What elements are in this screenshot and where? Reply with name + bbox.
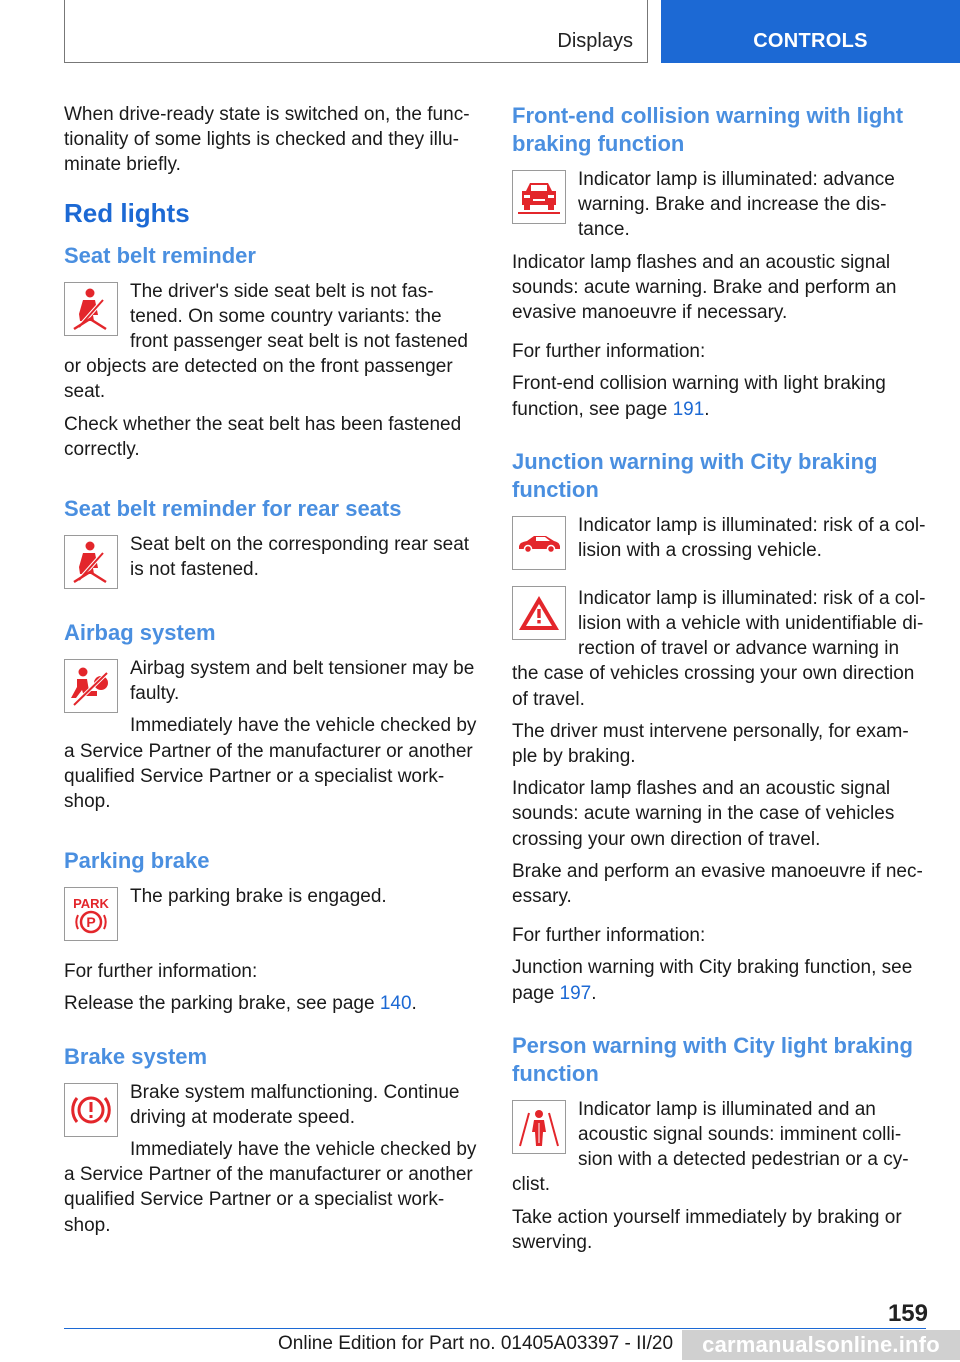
seatbelt-check-text: Check whether the seat belt has been fastened correctly. bbox=[64, 413, 462, 460]
parking-brake-icon bbox=[64, 887, 118, 941]
seatbelt-rear-warning-icon bbox=[64, 535, 118, 589]
svg-text:P: P bbox=[86, 914, 96, 931]
person-warning-icon bbox=[512, 1100, 566, 1154]
seatbelt-heading: Seat belt reminder bbox=[64, 242, 256, 268]
airbag-text: Airbag system and belt tensioner may be faulty. bbox=[130, 658, 475, 705]
parking-reference: Release the parking brake, see page 140. bbox=[64, 993, 417, 1015]
page-link-191[interactable]: 191 bbox=[672, 398, 705, 420]
airbag-warning-icon bbox=[64, 659, 118, 713]
page-number: 159 bbox=[887, 1300, 928, 1327]
header-chapter-tab[interactable] bbox=[661, 0, 960, 63]
header-chapter-label: CONTROLS bbox=[753, 30, 868, 52]
parking-further-info: For further information: bbox=[64, 961, 258, 983]
frontend-collision-acute-text: Indicator lamp flashes and an acoustic signal sounds: acute warning. Brake and perform an evasive manoeuvre if necessary. bbox=[512, 251, 897, 324]
frontend-collision-icon bbox=[512, 170, 566, 224]
parking-brake-icon-text: PARK bbox=[73, 896, 109, 912]
junction-warning-triangle-icon bbox=[512, 586, 566, 640]
seatbelt-rear-text: Seat belt on the corresponding rear seat is not fastened. bbox=[130, 534, 470, 581]
junction-driver-text: The driver must intervene personally, for example by braking. bbox=[512, 720, 909, 768]
page-link-197[interactable]: 197 bbox=[559, 982, 592, 1004]
junction-warning-heading: Junction warning with City braking function bbox=[512, 448, 878, 502]
parking-brake-text: The parking brake is engaged. bbox=[130, 886, 387, 908]
junction-advance-warning-text: Indicator lamp is illuminated: risk of a collision with a vehicle with unidentifiable direction of travel or advance warning in the case of vehicles crossing your own direction of travel. bbox=[512, 587, 926, 710]
watermark: carmanualsonline.info bbox=[682, 1330, 960, 1360]
junction-acute-text: Indicator lamp flashes and an acoustic signal sounds: acute warning in the case of vehicles crossing your own direction of travel. bbox=[512, 778, 895, 850]
frontend-collision-heading: Front-end collision warning with light braking function bbox=[512, 103, 904, 156]
red-lights-heading: Red lights bbox=[64, 197, 190, 228]
header-section-label: Displays bbox=[557, 30, 633, 52]
brake-system-text: Brake system malfunctioning. Continue driving at moderate speed. bbox=[130, 1081, 460, 1128]
page-link-140[interactable]: 140 bbox=[379, 993, 412, 1015]
frontend-further-info: For further information: bbox=[512, 341, 706, 363]
right-column bbox=[512, 102, 926, 1262]
person-warning-text: Indicator lamp is illuminated and an acoustic signal sounds: imminent collision with a detected pedestrian or a cyclist. bbox=[512, 1098, 909, 1196]
junction-warning-text: Indicator lamp is illuminated: risk of a collision with a crossing vehicle. bbox=[578, 514, 926, 562]
junction-evasive-text: Brake and perform an evasive manoeuvre if necessary. bbox=[512, 860, 923, 908]
left-column bbox=[64, 102, 479, 1245]
footer-edition: Online Edition for Part no. 01405A03397 - II/20 bbox=[278, 1333, 674, 1354]
seatbelt-warning-icon bbox=[64, 282, 118, 336]
person-action-text: Take action yourself immediately by braking or swerving. bbox=[512, 1206, 902, 1253]
person-warning-heading: Person warning with City light braking function bbox=[512, 1032, 913, 1086]
parking-brake-heading: Parking brake bbox=[64, 848, 210, 874]
junction-reference: Junction warning with City braking function, see page 197. bbox=[512, 957, 913, 1004]
header-section-tab bbox=[64, 0, 648, 63]
airbag-check-text: Immediately have the vehicle checked by a Service Partner of the manufacturer or another qualified Service Partner or a specialist workshop. bbox=[64, 715, 477, 813]
junction-further-info: For further information: bbox=[512, 925, 706, 947]
frontend-reference: Front-end collision warning with light braking function, see page 191. bbox=[512, 373, 886, 420]
brake-system-warning-icon bbox=[64, 1083, 118, 1137]
airbag-heading: Airbag system bbox=[64, 620, 216, 646]
seatbelt-rear-heading: Seat belt reminder for rear seats bbox=[64, 496, 402, 522]
intro-paragraph: When drive-ready state is switched on, the functionality of some lights is checked and they illuminate briefly. bbox=[64, 104, 470, 176]
seatbelt-text: The driver's side seat belt is not fastened. On some country variants: the front passenger seat belt is not fastened or objects are detected on the front passenger seat. bbox=[64, 280, 468, 403]
junction-warning-car-icon bbox=[512, 516, 566, 570]
footer-rule bbox=[64, 1328, 926, 1329]
frontend-collision-text: Indicator lamp is illuminated: advance warning. Brake and increase the distance. bbox=[578, 169, 895, 241]
brake-system-check-text: Immediately have the vehicle checked by a Service Partner of the manufacturer or another qualified Service Partner or a specialist workshop. bbox=[64, 1139, 477, 1236]
brake-system-heading: Brake system bbox=[64, 1043, 208, 1069]
